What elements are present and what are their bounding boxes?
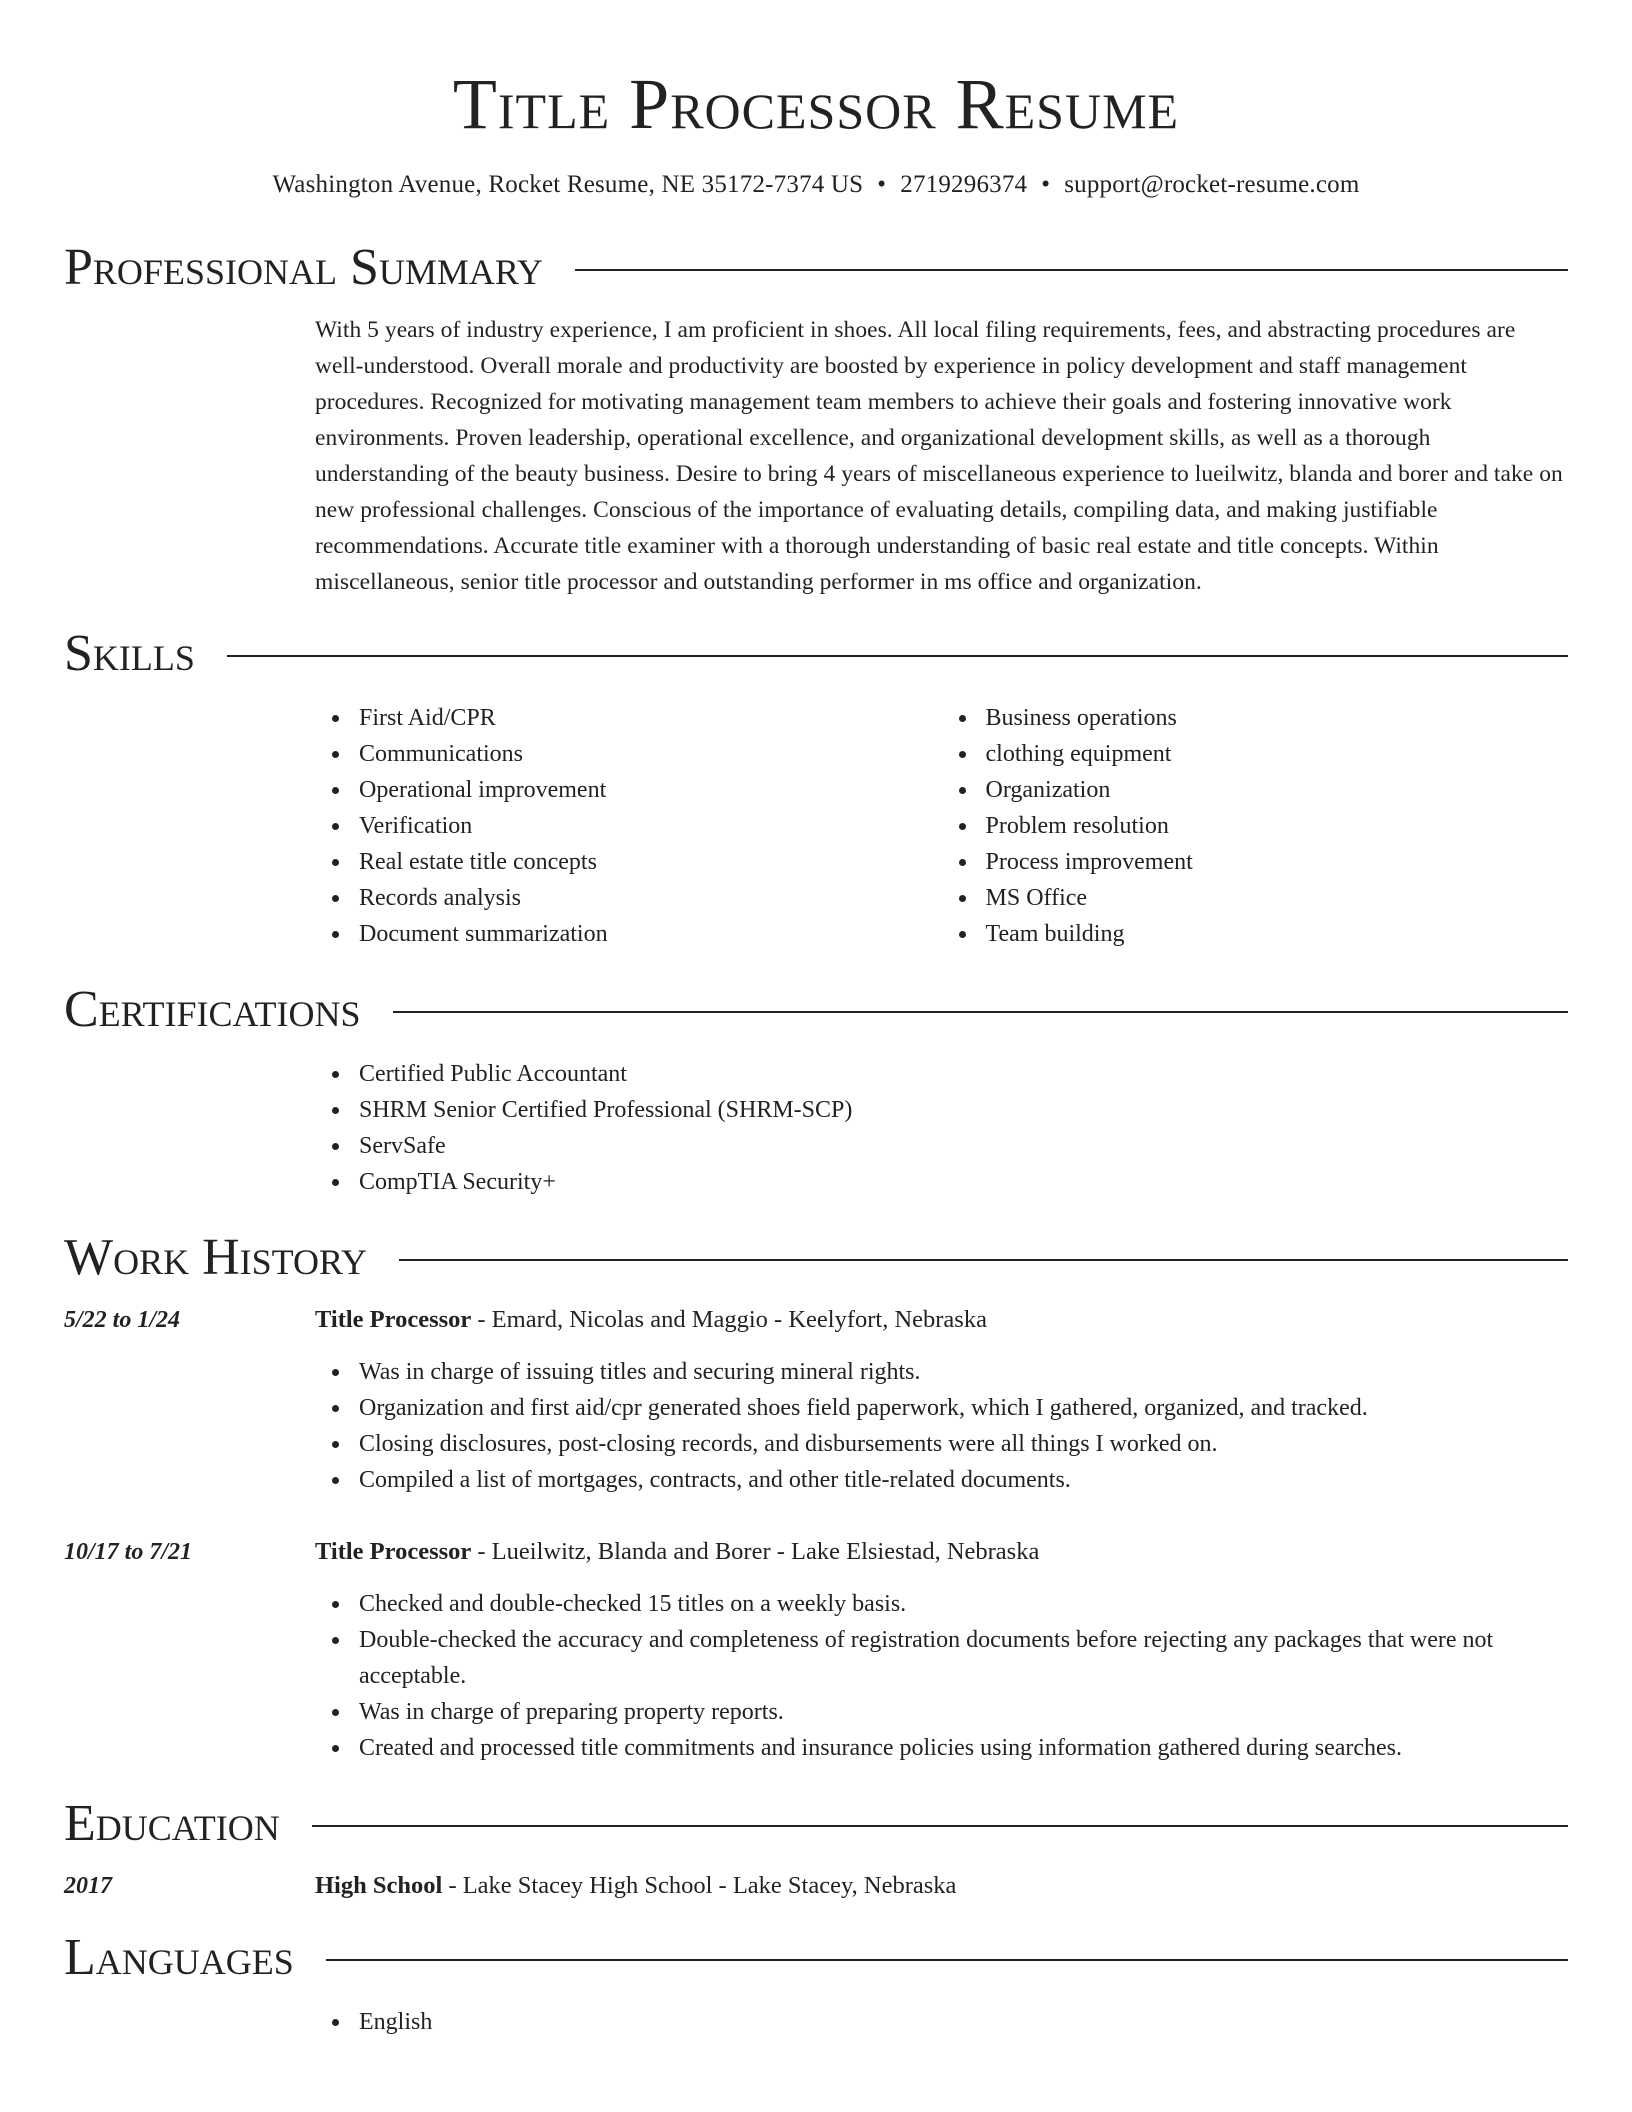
section-divider [393, 1011, 1568, 1013]
job-employer: - Lueilwitz, Blanda and Borer - Lake Elsiestad, Nebraska [471, 1538, 1040, 1565]
responsibility-item: Double-checked the accuracy and completeness of registration documents before rejecting any packages that were not acceptable. [359, 1622, 1568, 1694]
contact-phone: 2719296374 [900, 171, 1028, 198]
resume-title: Title Processor Resume [452, 64, 1180, 144]
languages-list [315, 2004, 1568, 2040]
skills-section [64, 624, 1568, 952]
contact-address: Washington Avenue, Rocket Resume, NE 35172-7374 US [272, 171, 864, 198]
skill-item: Document summarization [359, 916, 942, 952]
section-divider [312, 1825, 1568, 1827]
responsibility-item: Checked and double-checked 15 titles on a weekly basis. [359, 1586, 1568, 1622]
summary-content [315, 312, 1568, 600]
certification-item: SHRM Senior Certified Professional (SHRM-SCP) [359, 1092, 1568, 1128]
languages-header [64, 1928, 1568, 1988]
skills-list-right [942, 700, 1569, 952]
skill-item: First Aid/CPR [359, 700, 942, 736]
education-header [64, 1794, 1568, 1854]
education-heading-line [315, 1868, 1568, 1904]
job-heading [315, 1302, 1568, 1338]
education-school: - Lake Stacey High School - Lake Stacey, Nebraska [442, 1872, 957, 1899]
certifications-section [64, 980, 1568, 1200]
responsibility-item: Compiled a list of mortgages, contracts, and other title-related documents. [359, 1462, 1568, 1498]
skill-item: Verification [359, 808, 942, 844]
certification-item: ServSafe [359, 1128, 1568, 1164]
summary-section [64, 238, 1568, 600]
contact-email: support@rocket-resume.com [1064, 171, 1360, 198]
languages-heading: Languages [64, 1929, 294, 1986]
skills-list-left [315, 700, 942, 952]
skills-header [64, 624, 1568, 684]
responsibility-list [315, 1586, 1568, 1766]
responsibility-list [315, 1354, 1568, 1498]
certifications-heading: Certifications [64, 981, 361, 1038]
work-history-section [64, 1228, 1568, 1766]
section-divider [575, 269, 1568, 271]
job-entry [64, 1534, 1568, 1766]
certification-item: Certified Public Accountant [359, 1056, 1568, 1092]
job-responsibilities [315, 1354, 1568, 1498]
skills-columns [315, 700, 1568, 952]
skill-item: clothing equipment [986, 736, 1569, 772]
summary-header [64, 238, 1568, 298]
job-employer: - Emard, Nicolas and Maggio - Keelyfort, Nebraska [471, 1306, 987, 1333]
languages-content [315, 2004, 1568, 2040]
contact-separator: • [877, 171, 887, 198]
job-heading [315, 1534, 1568, 1570]
summary-text: With 5 years of industry experience, I am proficient in shoes. All local filing requirements, fees, and abstracting procedures are well-understood. Overall morale and productivity are boosted by experience in policy development and staff management procedures. Recognized for motivating management team members to achieve their goals and fostering innovative work environments. Proven leadership, operational excellence, and organizational development skills, as well as a thorough understanding of the beauty business. Desire to bring 4 years of miscellaneous experience to lueilwitz, blanda and borer and take on new professional challenges. Conscious of the importance of evaluating details, compiling data, and making justifiable recommendations. Accurate title examiner with a thorough understanding of basic real estate and title concepts. Within miscellaneous, senior title processor and outstanding performer in ms office and organization. [315, 317, 1563, 595]
skill-item: Team building [986, 916, 1569, 952]
skill-item: Process improvement [986, 844, 1569, 880]
skill-item: Organization [986, 772, 1569, 808]
skill-item: Records analysis [359, 880, 942, 916]
responsibility-item: Was in charge of issuing titles and securing mineral rights. [359, 1354, 1568, 1390]
job-title: Title Processor [315, 1538, 472, 1565]
responsibility-item: Organization and first aid/cpr generated shoes field paperwork, which I gathered, organized, and tracked. [359, 1390, 1568, 1426]
education-heading: Education [64, 1795, 280, 1852]
contact-line [64, 168, 1568, 202]
responsibility-item: Was in charge of preparing property reports. [359, 1694, 1568, 1730]
education-year: 2017 [64, 1873, 112, 1899]
work-history-header [64, 1228, 1568, 1288]
certifications-list [315, 1056, 1568, 1200]
certifications-header [64, 980, 1568, 1040]
skill-item: Business operations [986, 700, 1569, 736]
education-section [64, 1794, 1568, 1904]
job-dates: 5/22 to 1/24 [64, 1307, 181, 1333]
languages-section [64, 1928, 1568, 2040]
certifications-content [315, 1056, 1568, 1200]
responsibility-item: Created and processed title commitments and insurance policies using information gathered during searches. [359, 1730, 1568, 1766]
skill-item: MS Office [986, 880, 1569, 916]
skill-item: Communications [359, 736, 942, 772]
responsibility-item: Closing disclosures, post-closing records, and disbursements were all things I worked on. [359, 1426, 1568, 1462]
job-entry [64, 1302, 1568, 1498]
skills-heading: Skills [64, 625, 195, 682]
section-divider [227, 655, 1568, 657]
skill-item: Real estate title concepts [359, 844, 942, 880]
section-divider [326, 1959, 1568, 1961]
section-divider [399, 1259, 1568, 1261]
job-title: Title Processor [315, 1306, 472, 1333]
contact-separator: • [1041, 171, 1051, 198]
skill-item: Problem resolution [986, 808, 1569, 844]
language-item: English [359, 2004, 1568, 2040]
education-entry [64, 1868, 1568, 1904]
education-degree: High School [315, 1872, 443, 1899]
resume-page [64, 0, 1568, 2040]
certification-item: CompTIA Security+ [359, 1164, 1568, 1200]
summary-heading: Professional Summary [64, 239, 543, 296]
job-responsibilities [315, 1586, 1568, 1766]
skill-item: Operational improvement [359, 772, 942, 808]
work-history-heading: Work History [64, 1229, 368, 1286]
job-dates: 10/17 to 7/21 [64, 1539, 193, 1565]
